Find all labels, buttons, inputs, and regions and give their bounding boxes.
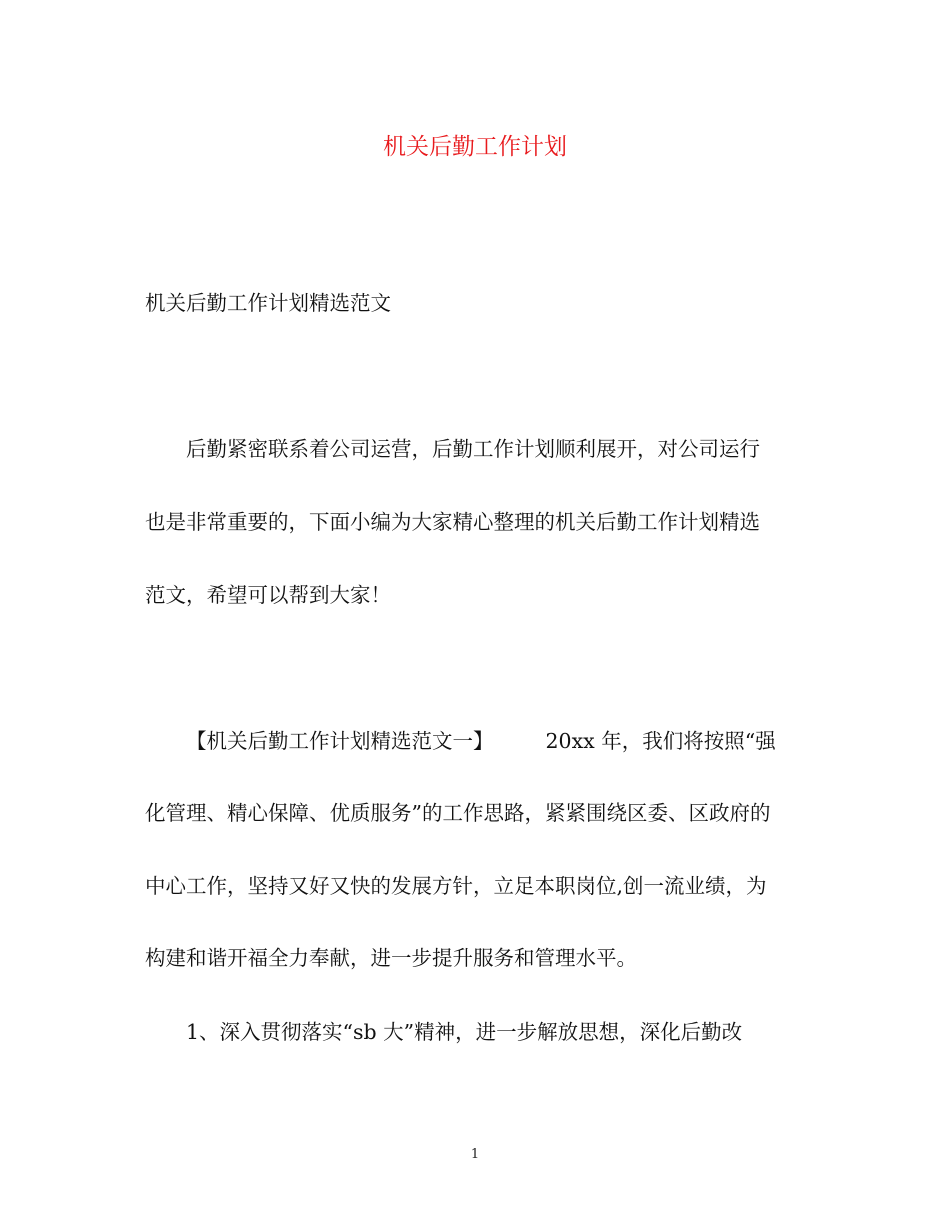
document-title: 机关后勤工作计划 (383, 134, 567, 160)
section-first-line (186, 726, 776, 756)
section-line-4: 构建和谐开福全力奉献，进一步提升服务和管理水平。 (145, 946, 637, 970)
document-subtitle: 机关后勤工作计划精选范文 (145, 291, 391, 315)
intro-line-2: 也是非常重要的，下面小编为大家精心整理的机关后勤工作计划精选 (145, 510, 760, 534)
section-line-2: 化管理、精心保障、优质服务”的工作思路，紧紧围绕区委、区政府的 (145, 801, 771, 825)
page-number: 1 (470, 1147, 480, 1162)
intro-line-1: 后勤紧密联系着公司运营，后勤工作计划顺利展开，对公司运行 (186, 437, 760, 461)
intro-line-3: 范文，希望可以帮到大家！ (145, 583, 391, 607)
section-line-3: 中心工作，坚持又好又快的发展方针，立足本职岗位,创一流业绩，为 (145, 874, 767, 898)
point-1-line: 1、深入贯彻落实“sb 大”精神，进一步解放思想，深化后勤改 (186, 1020, 743, 1044)
section-first-line-text: 20xx 年，我们将按照“强 (545, 729, 776, 753)
section-heading: 【机关后勤工作计划精选范文一】 (186, 729, 494, 753)
